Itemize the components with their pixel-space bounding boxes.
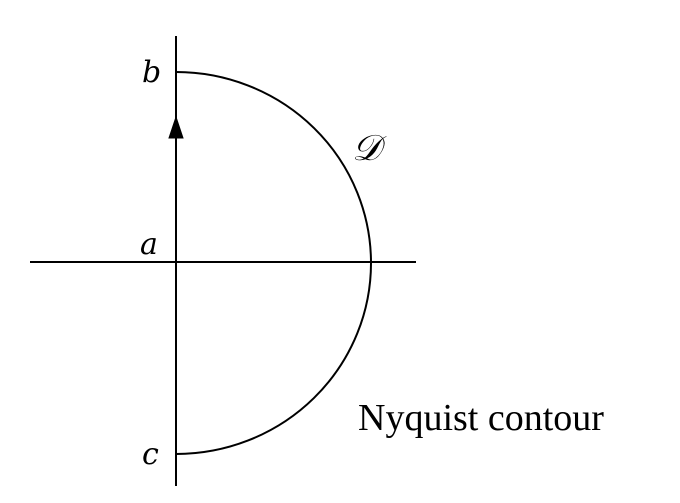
label-a: a — [140, 227, 158, 262]
direction-arrow-icon — [169, 117, 183, 138]
label-c: c — [142, 437, 159, 472]
contour-label: 𝒟 — [352, 128, 381, 169]
label-b: b — [142, 55, 162, 90]
caption: Nyquist contour — [358, 397, 604, 439]
